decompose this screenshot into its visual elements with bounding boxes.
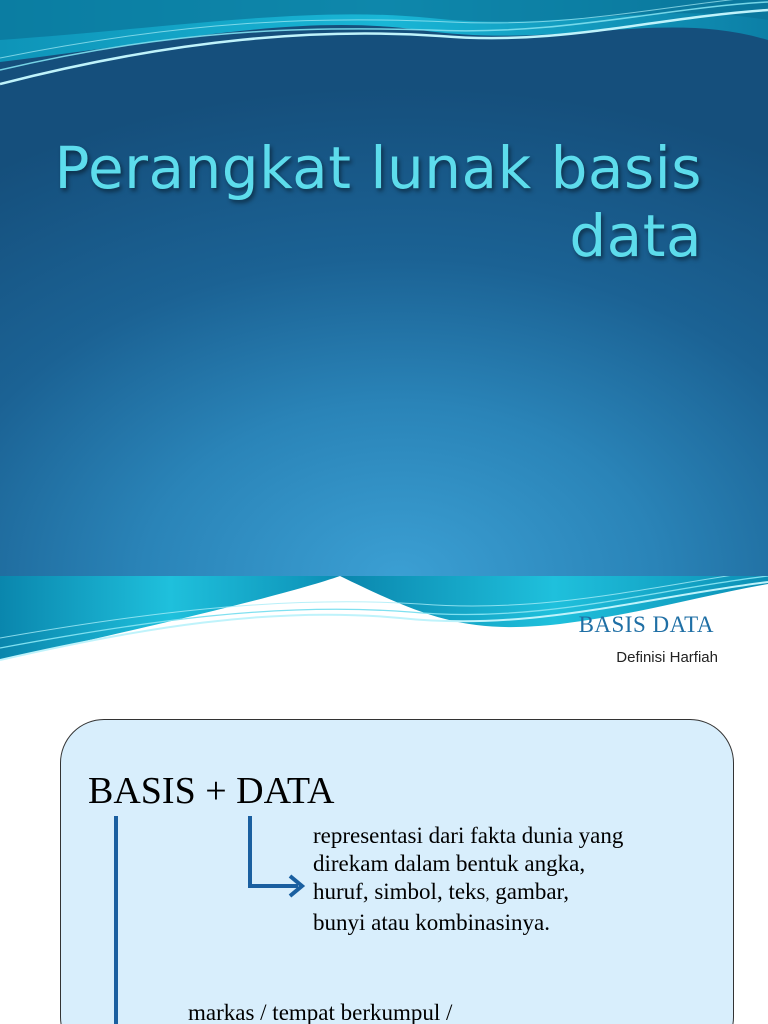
slide-basis-data — [0, 576, 768, 1024]
basis-plus-data-heading: BASIS + DATA — [88, 770, 335, 812]
basis-definition: markas / tempat berkumpul / — [188, 1000, 453, 1024]
definition-line-1: representasi dari fakta dunia yang — [313, 823, 624, 848]
slide-title-text — [2, 134, 702, 270]
slide-heading: BASIS DATA — [578, 612, 714, 637]
slide-subheading: Definisi Harfiah — [616, 649, 718, 666]
definition-line-3 — [313, 878, 733, 909]
definition-line-3c: gambar, — [489, 879, 570, 904]
connector-arrows — [0, 576, 768, 1024]
definition-line-4: bunyi atau kombinasinya. — [313, 910, 550, 935]
definition-line-3a: huruf, simbol, teks — [313, 879, 486, 904]
data-definition — [313, 822, 733, 937]
definition-comma: , — [485, 886, 490, 903]
definition-line-2: direkam dalam bentuk angka, — [313, 851, 586, 876]
title-line-1: Perangkat lunak basis — [54, 134, 702, 202]
title-line-2: data — [569, 202, 702, 270]
